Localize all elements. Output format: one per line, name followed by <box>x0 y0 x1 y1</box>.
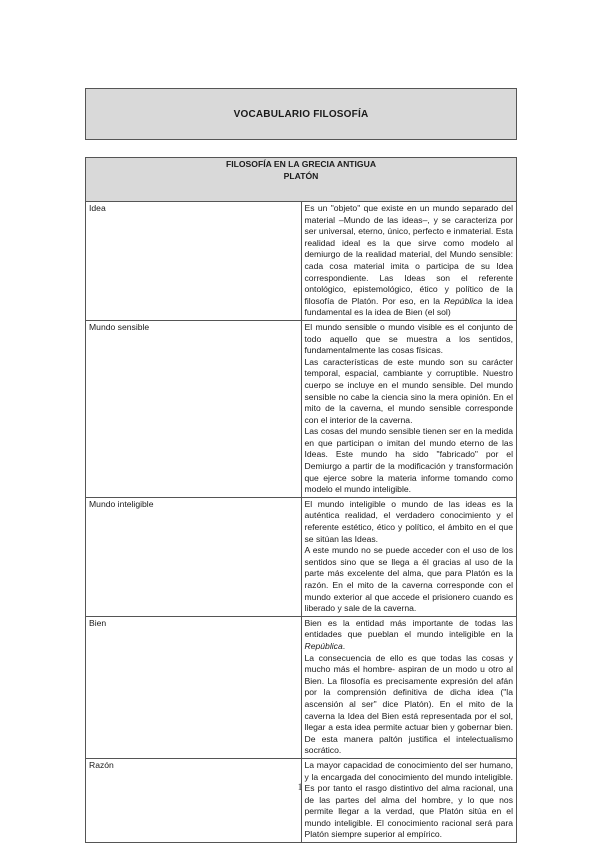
definition-paragraph <box>305 618 514 653</box>
text-run: El mundo inteligible o mundo de las ideas es la auténtica realidad, el verdadero conocimiento y el referente estético, ético y político, el ámbito en el que se sitúan las Ideas. <box>304 498 513 544</box>
term-cell: Mundo inteligible <box>86 497 302 616</box>
definition-cell <box>301 320 517 497</box>
text-run: La consecuencia de ello es que todas las cosas y mucho más el hombre- aspiran de un modo u otro al Bien. La filosofía es precisamente expresión del afán por la comprensión definitiva de dicha idea ("la ascensión al ser" dice Platón). En el mito de la caverna la Idea del Bien está representada por el sol, llegar a esta idea permite actuar bien y gobernar bien. De esta manera paltón justifica el intelectualismo socrático. <box>304 652 513 756</box>
italic-text: República <box>443 295 483 306</box>
vocabulary-table <box>85 157 517 843</box>
table-row <box>86 758 517 842</box>
text-run: . <box>342 640 346 651</box>
term-cell: Mundo sensible <box>86 320 302 497</box>
definition-paragraph <box>305 426 514 496</box>
italic-text: República <box>304 640 343 651</box>
term-cell: Bien <box>86 616 302 758</box>
text-run: Las cosas del mundo sensible tienen ser en la medida en que participan o imitan del mundo eterno de las Ideas. Este mundo ha sido "fabricado" por el Demiurgo a partir de la modificación y transformación que ejerce sobre la materia informe tomando como modelo el mundo inteligible. <box>304 426 513 495</box>
section-subtitle: PLATÓN <box>283 170 319 181</box>
definition-cell <box>301 758 517 842</box>
section-title: FILOSOFÍA EN LA GRECIA ANTIGUA <box>225 159 377 169</box>
table-row <box>86 320 517 497</box>
text-run: la idea fundamental es la idea de Bien (el sol) <box>304 295 513 318</box>
definition-paragraph <box>305 653 514 757</box>
document-title: VOCABULARIO FILOSOFÍA <box>85 88 517 140</box>
definition-cell <box>301 497 517 616</box>
definition-paragraph <box>305 322 514 357</box>
term-cell: Idea <box>86 202 302 321</box>
text-run: Bien es la entidad más importante de todas las entidades que pueblan el mundo inteligible en la <box>304 617 513 640</box>
definition-paragraph <box>305 357 514 427</box>
text-run: Es un "objeto" que existe en un mundo separado del material –Mundo de las ideas–, y se caracteriza por ser universal, eterno, único, perfecto e inmaterial. Esta realidad ideal es la que sirve como modelo al demiurgo de la realidad material, del Mundo sensible: cada cosa material imita o participa de su Idea correspondiente. Las Ideas son el referente ontológico, epistemológico, ético y político de la filosofía de Platón. Por eso, en la <box>304 203 513 306</box>
text-run: A este mundo no se puede acceder con el uso de los sentidos sino que se llega a él gracias al uso de la parte más excelente del alma, que para Platón es la razón. En el mito de la caverna corresponde con el mundo exterior al que accede el prisionero cuando es liberado y sale de la caverna. <box>304 545 513 614</box>
text-run: Las características de este mundo son su carácter temporal, espacial, cambiante y corruptible. Nuestro cuerpo se incluye en el mundo sensible. Del mundo sensible no cabe la ciencia sino la mera opinión. En el mito de la caverna, el mundo sensible corresponde con el interior de la caverna. <box>304 356 513 425</box>
text-run: La mayor capacidad de conocimiento del ser humano, y la encargada del conocimiento del mundo inteligible. Es por tanto el rasgo distintivo del alma racional, una de las partes del alma del hombre, y lo que nos permite llegar a la verdad, que Platón sitúa en el mundo inteligible. El conocimiento racional será para Platón siempre superior al empírico. <box>304 759 513 840</box>
definition-paragraph <box>305 760 514 841</box>
definition-paragraph <box>305 203 514 319</box>
definition-cell <box>301 616 517 758</box>
text-run: El mundo sensible o mundo visible es el conjunto de todo aquello que se muestra a los sentidos, fundamentalmente las cosas físicas. <box>304 321 513 356</box>
table-row <box>86 616 517 758</box>
section-header <box>86 158 517 202</box>
definition-paragraph <box>305 545 514 615</box>
table-row <box>86 202 517 321</box>
definition-paragraph <box>305 499 514 545</box>
table-row <box>86 497 517 616</box>
page-number: 1 <box>297 782 303 792</box>
definition-cell <box>301 202 517 321</box>
term-cell: Razón <box>86 758 302 842</box>
